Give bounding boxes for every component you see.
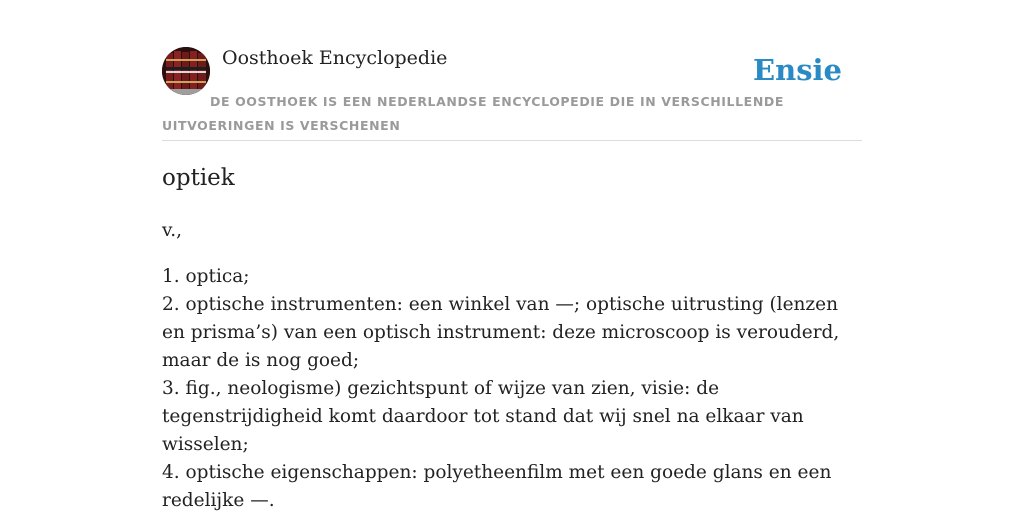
source-header (162, 46, 862, 141)
definition-item: 3. fig., neologisme) gezichtspunt of wijze van zien, visie: de tegenstrijdigheid komt daardoor tot stand dat wij snel na elkaar van wisselen; (162, 378, 804, 455)
source-description: DE OOSTHOEK IS EEN NEDERLANDSE ENCYCLOPEDIE DIE IN VERSCHILLENDE UITVOERINGEN IS VERSCHENEN (162, 94, 784, 133)
book-spines-avatar-icon[interactable] (162, 47, 210, 95)
brand-logo[interactable]: Ensie (753, 53, 842, 87)
source-title[interactable]: Oosthoek Encyclopedie (222, 47, 448, 69)
definition-item: 1. optica; (162, 266, 250, 287)
definition-item: 4. optische eigenschappen: polyetheenfilm met een goede glans en een redelijke —. (162, 462, 832, 511)
entry-grammar: v., (162, 220, 183, 241)
entry-term: optiek (162, 165, 235, 191)
definition-list (162, 263, 862, 512)
definition-item: 2. optische instrumenten: een winkel van —; optische uitrusting (lenzen en prisma’s) van een optisch instrument: deze microscoop is verouderd, maar de is nog goed; (162, 294, 840, 371)
